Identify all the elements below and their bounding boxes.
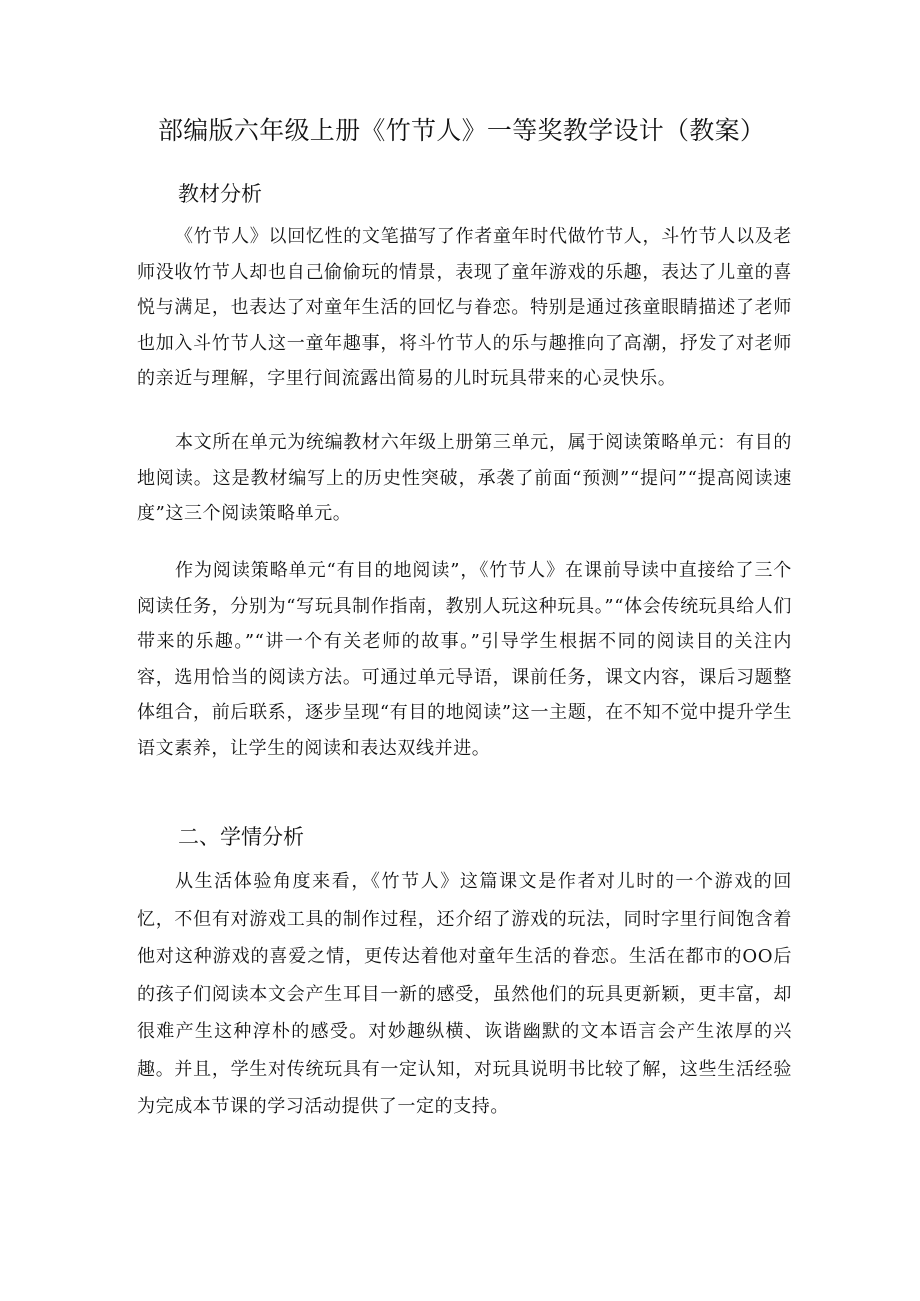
paragraph-textbook-analysis-1: 《竹节人》以回忆性的文笔描写了作者童年时代做竹节人，斗竹节人以及老师没收竹节人却也自己偷偷玩的情景，表现了童年游戏的乐趣，表达了儿童的喜悦与满足，也表达了对童年生活的回忆与眷恋。特别是通过孩童眼睛描述了老师也加入斗竹节人这一童年趣事，将斗竹节人的乐与趣推向了高潮，抒发了对老师的亲近与理解，字里行间流露出简易的儿时玩具带来的心灵快乐。: [137, 226, 792, 389]
document-title: 部编版六年级上册《竹节人》一等奖教学设计（教案）: [158, 116, 766, 145]
section-heading-textbook-analysis: 教材分析: [178, 182, 262, 206]
section-heading-learner-analysis: 二、学情分析: [178, 825, 304, 849]
paragraph-textbook-analysis-2: 本文所在单元为统编教材六年级上册第三单元，属于阅读策略单元：有目的地阅读。这是教材编写上的历史性突破，承袭了前面“预测”“提问”“提高阅读速度”这三个阅读策略单元。: [137, 432, 792, 524]
paragraph-learner-analysis-1: 从生活体验角度来看，《竹节人》这篇课文是作者对儿时的一个游戏的回忆，不但有对游戏工具的制作过程，还介绍了游戏的玩法，同时字里行间饱含着他对这种游戏的喜爱之情，更传达着他对童年生活的眷恋。生活在都市的OO后的孩子们阅读本文会产生耳目一新的感受，虽然他们的玩具更新颖，更丰富，却很难产生这种淳朴的感受。对妙趣纵横、诙谐幽默的文本语言会产生浓厚的兴趣。并且，学生对传统玩具有一定认知，对玩具说明书比较了解，这些生活经验为完成本节课的学习活动提供了一定的支持。: [137, 871, 792, 1117]
paragraph-textbook-analysis-3: 作为阅读策略单元“有目的地阅读”，《竹节人》在课前导读中直接给了三个阅读任务，分别为“写玩具制作指南，教别人玩这种玩具。”“体会传统玩具给人们带来的乐趣。”“讲一个有关老师的故事。”引导学生根据不同的阅读目的关注内容，选用恰当的阅读方法。可通过单元导语，课前任务，课文内容，课后习题整体组合，前后联系，逐步呈现“有目的地阅读”这一主题，在不知不觉中提升学生语文素养，让学生的阅读和表达双线并进。: [137, 560, 792, 759]
